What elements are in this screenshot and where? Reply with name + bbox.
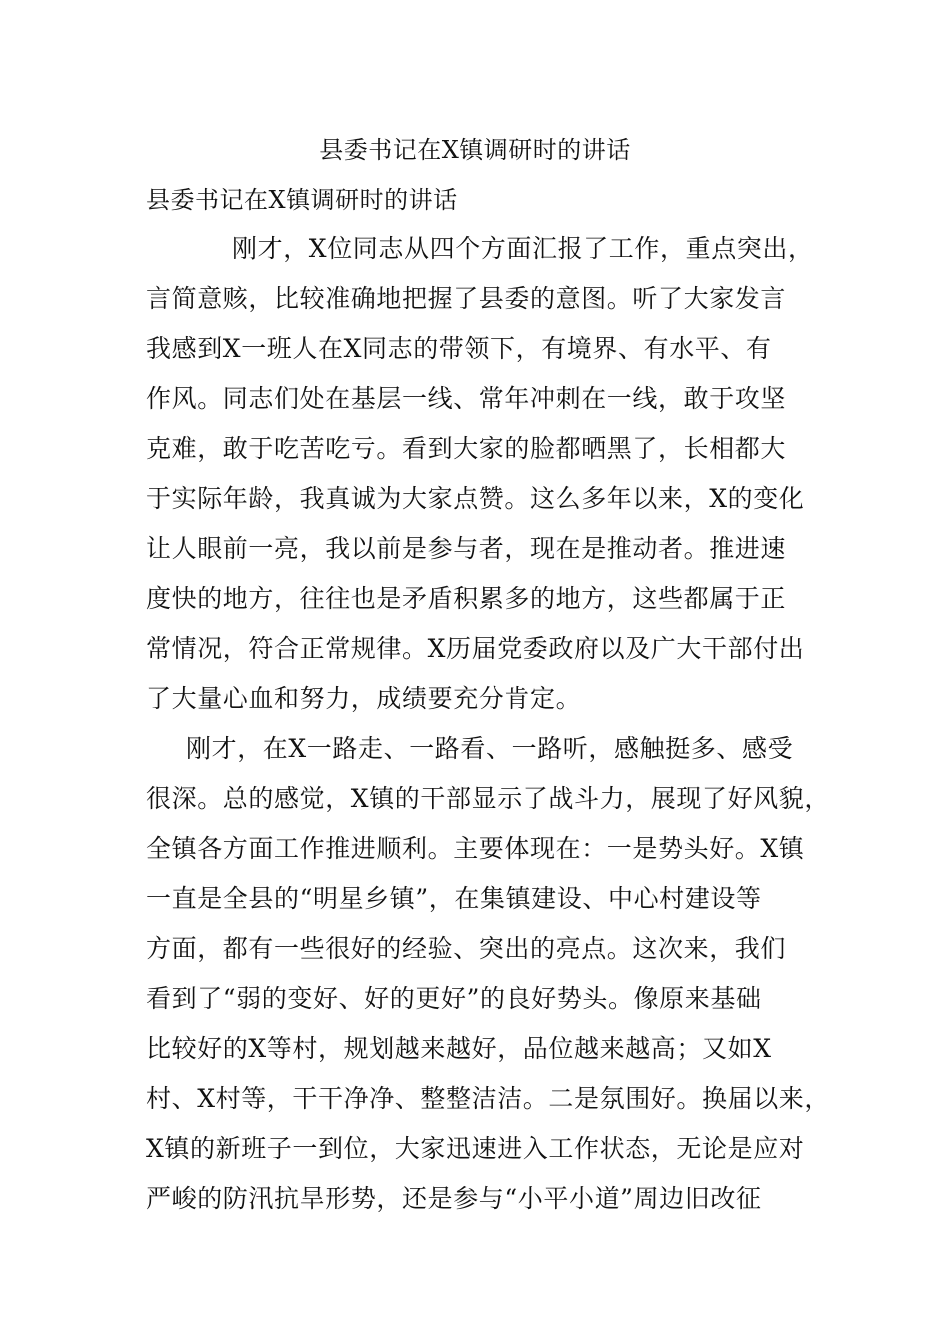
paragraph-line: 常情况，符合正常规律。X历届党委政府以及广大干部付出 — [146, 634, 805, 663]
paragraph-line: 严峻的防汛抗旱形势，还是参与“小平小道”周边旧改征 — [146, 1184, 762, 1213]
paragraph-line: 很深。总的感觉，X镇的干部显示了战斗力，展现了好风貌， — [146, 784, 830, 813]
paragraph-line: 比较好的X等村，规划越来越好，品位越来越高；又如X — [146, 1034, 772, 1063]
document-title: 县委书记在X镇调研时的讲话 — [319, 136, 631, 164]
paragraph-2 — [146, 724, 830, 1224]
paragraph-line: 方面，都有一些很好的经验、突出的亮点。这次来，我们 — [146, 934, 787, 963]
paragraph-line: 全镇各方面工作推进顺利。主要体现在：一是势头好。X镇 — [146, 834, 805, 863]
paragraph-line: 作风。同志们处在基层一线、常年冲刺在一线，敢于攻坚 — [146, 384, 787, 413]
paragraph-line: 刚才，在X一路走、一路看、一路听，感触挺多、感受 — [186, 734, 794, 763]
paragraph-line: 让人眼前一亮，我以前是参与者，现在是推动者。推进速 — [146, 534, 787, 563]
paragraph-line: 我感到X一班人在X同志的带领下，有境界、有水平、有 — [146, 334, 772, 363]
paragraph-line: X镇的新班子一到位，大家迅速进入工作状态，无论是应对 — [146, 1134, 805, 1163]
paragraph-line: 一直是全县的“明星乡镇”，在集镇建设、中心村建设等 — [146, 884, 762, 913]
paragraph-1 — [146, 224, 826, 724]
paragraph-line: 村、X村等，干干净净、整整洁洁。二是氛围好。换届以来， — [146, 1084, 830, 1113]
paragraph-line: 克难，敢于吃苦吃亏。看到大家的脸都晒黑了，长相都大 — [146, 434, 787, 463]
document-subtitle: 县委书记在X镇调研时的讲话 — [146, 186, 458, 214]
paragraph-line: 度快的地方，往往也是矛盾积累多的地方，这些都属于正 — [146, 584, 787, 613]
paragraph-line: 于实际年龄，我真诚为大家点赞。这么多年以来，X的变化 — [146, 484, 805, 513]
paragraph-line: 看到了“弱的变好、好的更好”的良好势头。像原来基础 — [146, 984, 762, 1013]
paragraph-line: 了大量心血和努力，成绩要充分肯定。 — [146, 684, 582, 713]
paragraph-line: 言简意赅，比较准确地把握了县委的意图。听了大家发言 — [146, 284, 787, 313]
paragraph-line: 刚才，X位同志从四个方面汇报了工作，重点突出， — [232, 234, 814, 263]
